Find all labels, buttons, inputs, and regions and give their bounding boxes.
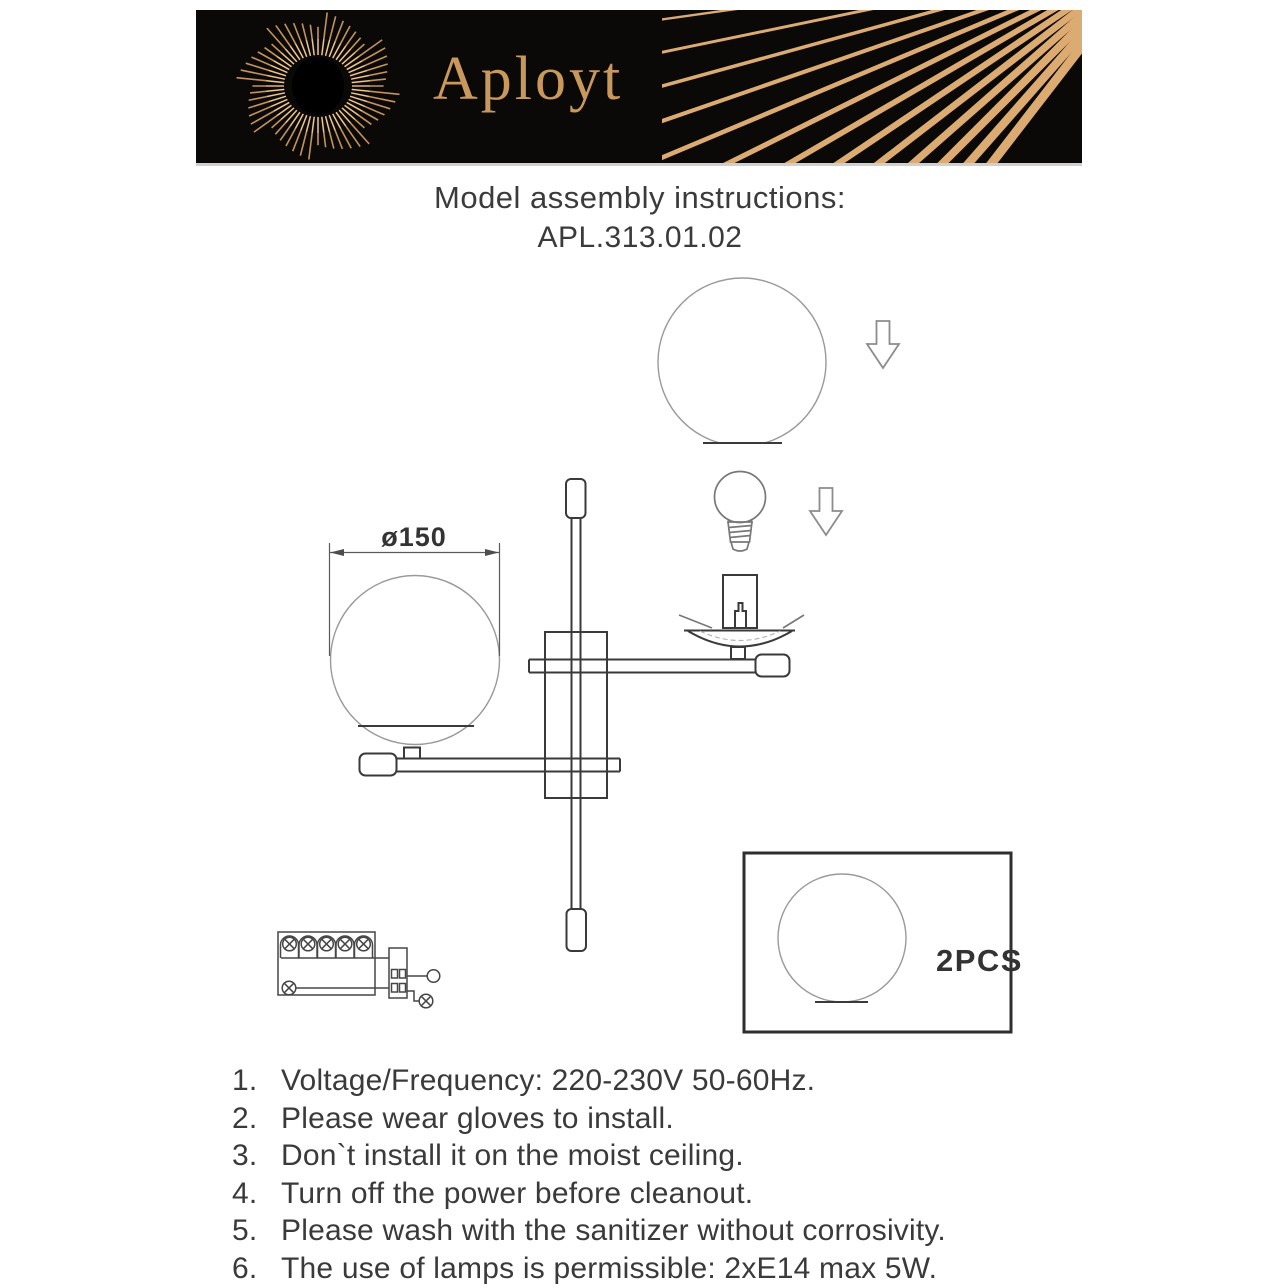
down-arrow-icon <box>810 488 842 535</box>
instruction-number: 4. <box>232 1176 258 1210</box>
instruction-number: 3. <box>232 1139 258 1173</box>
instruction-item <box>232 1175 946 1213</box>
instruction-text: Turn off the power before cleanout. <box>281 1176 754 1210</box>
parts-count-box <box>744 853 1023 1032</box>
instruction-text: Please wash with the sanitizer without corrosivity. <box>281 1214 946 1248</box>
instruction-number: 6. <box>232 1251 258 1285</box>
instruction-item <box>232 1137 946 1175</box>
instruction-text: Please wear gloves to install. <box>281 1101 674 1135</box>
instruction-list <box>232 1062 946 1288</box>
instruction-number: 5. <box>232 1214 258 1248</box>
dimension-label: ø150 <box>381 522 447 552</box>
instruction-number: 2. <box>232 1101 258 1135</box>
instruction-item <box>232 1212 946 1250</box>
dimension-annotation <box>330 522 500 656</box>
bulb-icon <box>715 472 766 552</box>
globe-part-drawing <box>778 874 906 1002</box>
globe-shade-drawing <box>652 278 832 454</box>
pcs-label: 2PCS <box>936 943 1023 978</box>
wiring-diagram <box>278 932 440 1008</box>
instruction-item <box>232 1062 946 1100</box>
ceiling-fixture-drawing <box>330 479 790 951</box>
instruction-text: Voltage/Frequency: 220-230V 50-60Hz. <box>281 1064 816 1097</box>
instruction-item <box>232 1100 946 1138</box>
instruction-number: 1. <box>232 1064 258 1097</box>
lamp-holder-drawing <box>679 575 804 647</box>
page-title: Model assembly instructions: <box>434 180 846 215</box>
instruction-item <box>232 1250 946 1288</box>
down-arrow-icon <box>867 321 899 368</box>
instruction-text: The use of lamps is permissible: 2xE14 max 5W. <box>281 1251 938 1285</box>
brand-name: Aployt <box>433 45 624 113</box>
model-number: APL.313.01.02 <box>537 221 743 254</box>
mounting-bracket <box>545 632 607 798</box>
instruction-text: Don`t install it on the moist ceiling. <box>281 1139 744 1173</box>
